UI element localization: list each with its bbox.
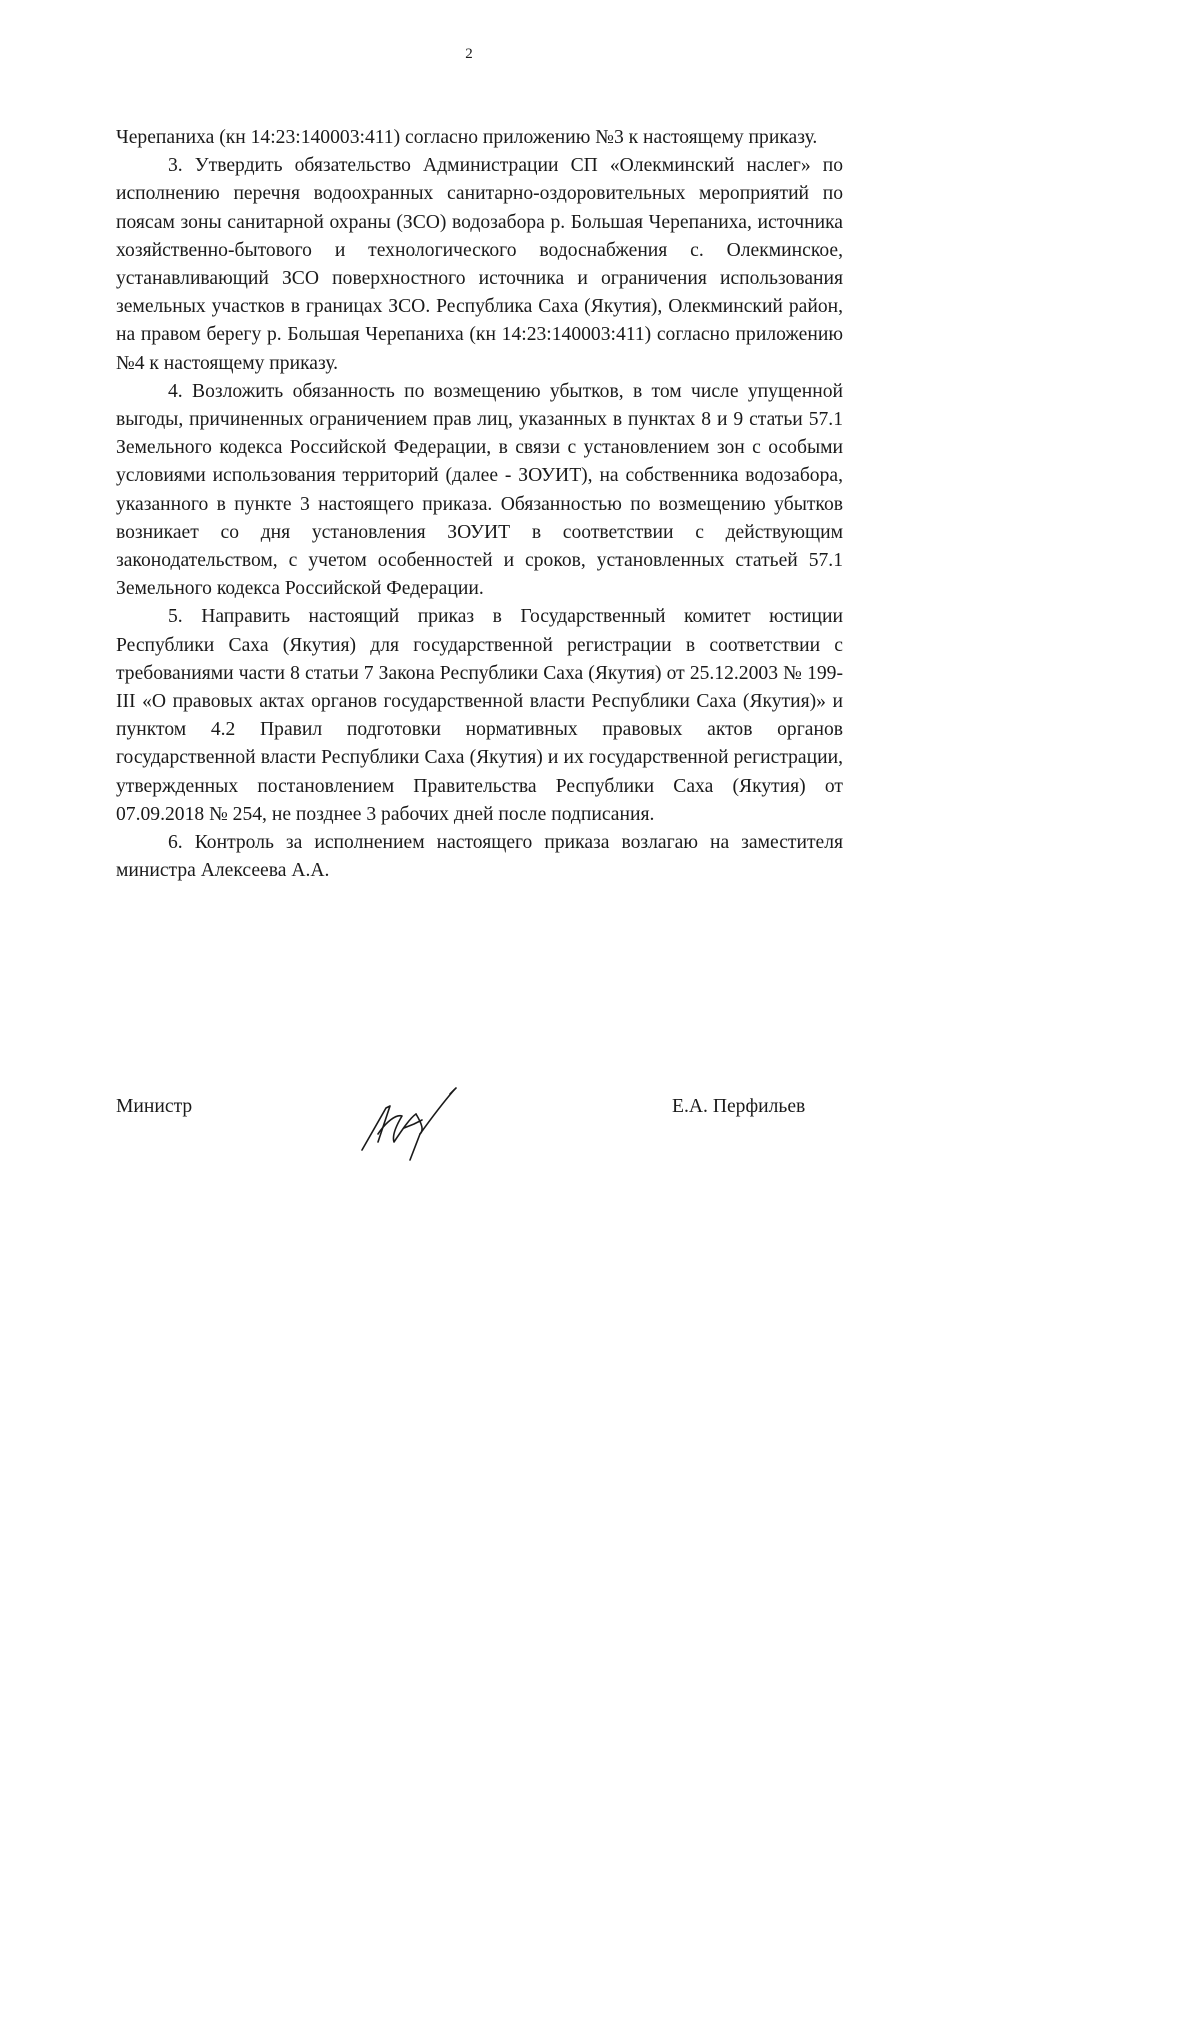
paragraph-item-6: 6. Контроль за исполнением настоящего приказа возлагаю на заместителя министра Алексеева А.А. <box>116 832 843 882</box>
signatory-title: Министр <box>116 1096 193 1117</box>
signatory-name: Е.А. Перфильев <box>672 1096 806 1117</box>
page-number: 2 <box>465 46 473 62</box>
paragraph-continuation: Черепаниха (кн 14:23:140003:411) согласно приложению №3 к настоящему приказу. <box>116 127 818 148</box>
handwritten-signature <box>356 1084 466 1164</box>
paragraph-item-3: 3. Утвердить обязательство Администрации СП «Олекминский наслег» по исполнению перечня водоохранных санитарно-оздоровительных мероприятий по поясам зоны санитарной охраны (ЗСО) водозабора р. Большая Черепаниха, источника хозяйственно-бытового и технологического водоснабжения с. Олекминское, устанавливающий ЗСО поверхностного источника и ограничения использования земельных участков в границах ЗСО. Республика Саха (Якутия), Олекминский район, на правом берегу р. Большая Черепаниха (кн 14:23:140003:411) согласно приложению №4 к настоящему приказу. <box>116 155 843 374</box>
signature-block <box>0 1096 938 1176</box>
paragraph-item-5: 5. Направить настоящий приказ в Государственный комитет юстиции Республики Саха (Якутия) для государственной регистрации в соответствии с требованиями части 8 статьи 7 Закона Республики Саха (Якутия) от 25.12.2003 № 199-III «О правовых актах органов государственной власти Республики Саха (Якутия)» и пунктом 4.2 Правил подготовки нормативных правовых актов органов государственной власти Республики Саха (Якутия) и их государственной регистрации, утвержденных постановлением Правительства Республики Саха (Якутия) от 07.09.2018 № 254, не позднее 3 рабочих дней после подписания. <box>116 606 843 825</box>
document-body <box>116 124 843 885</box>
paragraph-item-4: 4. Возложить обязанность по возмещению убытков, в том числе упущенной выгоды, причиненных ограничением прав лиц, указанных в пунктах 8 и 9 статьи 57.1 Земельного кодекса Российской Федерации, в связи с установлением зон с особыми условиями использования территорий (далее - ЗОУИТ), на собственника водозабора, указанного в пункте 3 настоящего приказа. Обязанностью по возмещению убытков возникает со дня установления ЗОУИТ в соответствии с действующим законодательством, с учетом особенностей и сроков, установленных статьей 57.1 Земельного кодекса Российской Федерации. <box>116 380 843 600</box>
